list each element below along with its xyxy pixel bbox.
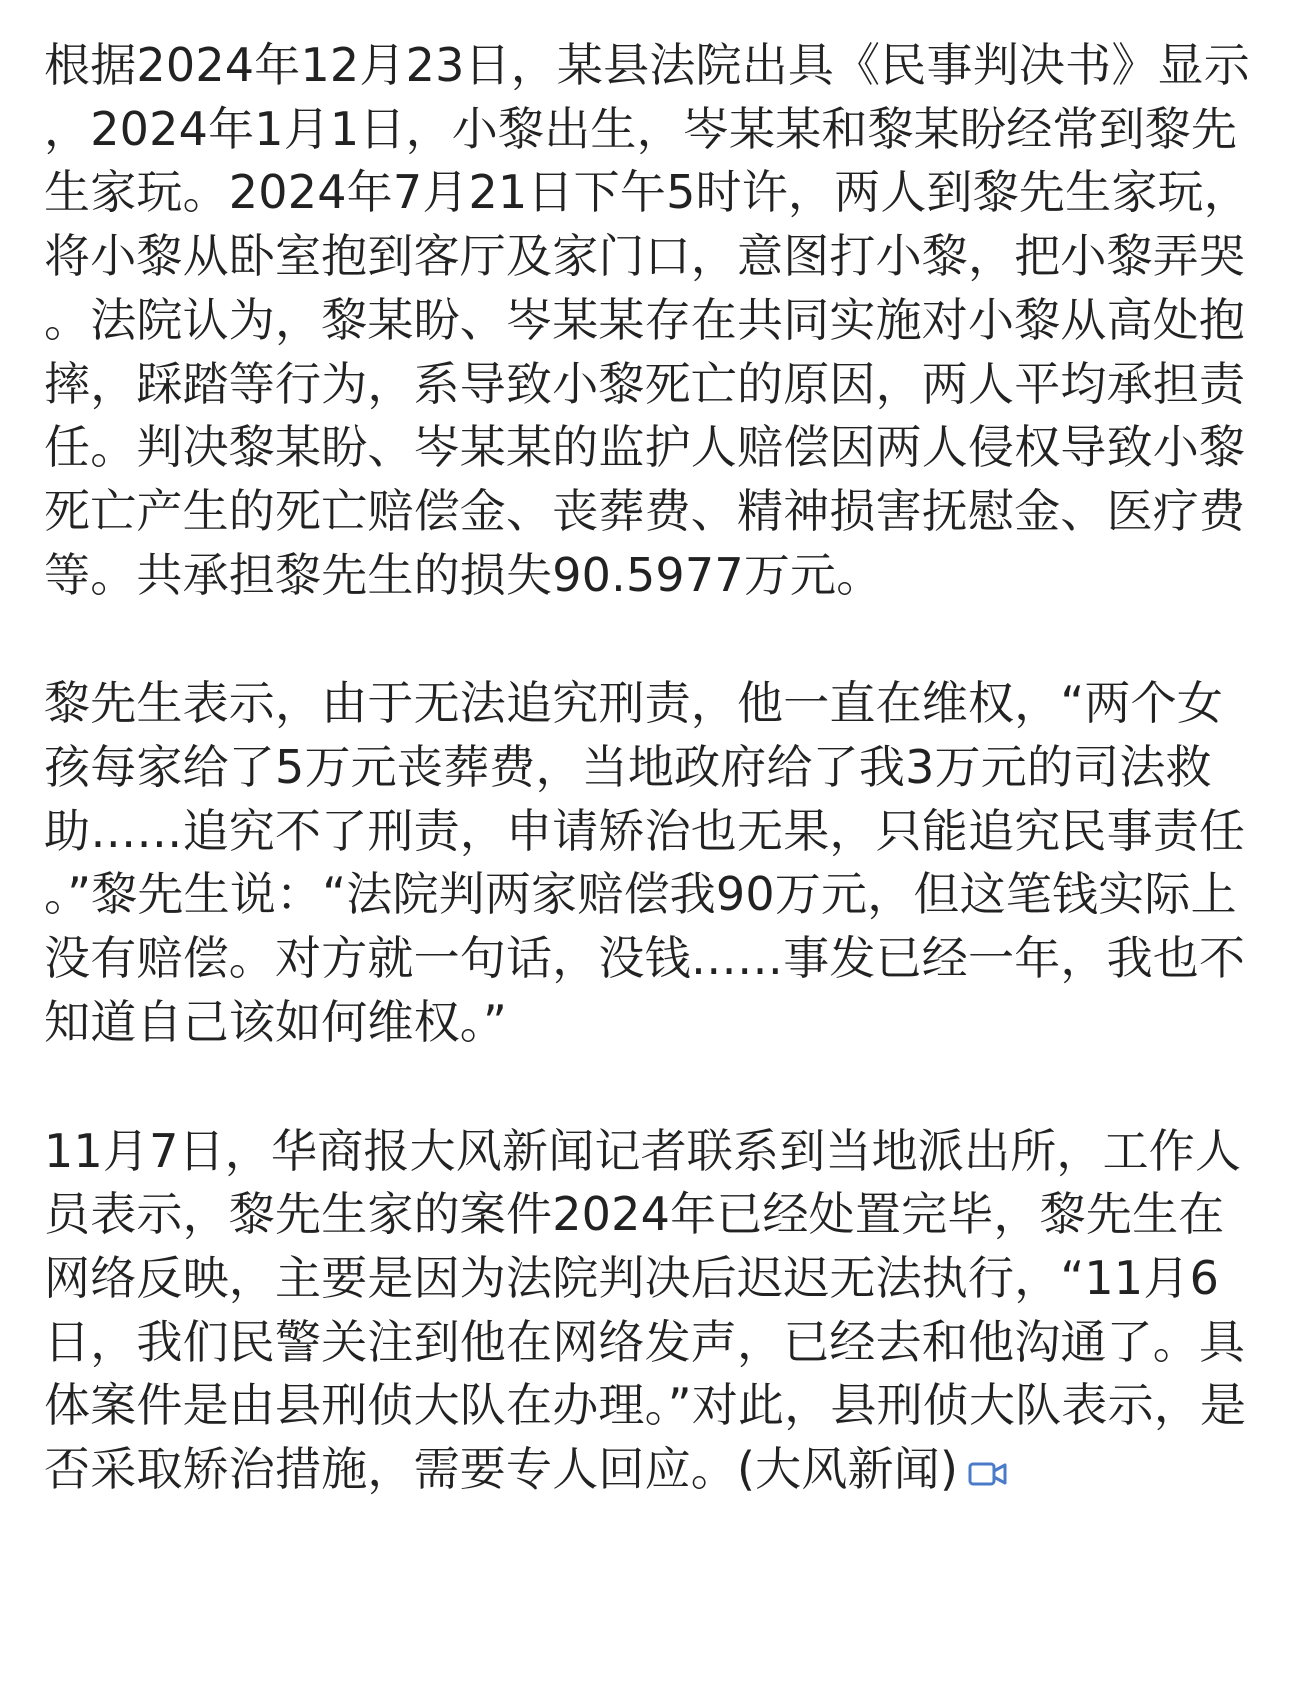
paragraph-judgment: 根据2024年12月23日，某县法院出具《民事判决书》显示，2024年1月1日，小黎出生，岑某某和黎某盼经常到黎先生家玩。2024年7月21日下午5时许，两人到黎先生家玩，将小黎从卧室抱到客厅及家门口，意图打小黎，把小黎弄哭。法院认为，黎某盼、岑某某存在共同实施对小黎从高处抱摔，踩踏等行为，系导致小黎死亡的原因，两人平均承担责任。判决黎某盼、岑某某的监护人赔偿因两人侵权导致小黎死亡产生的死亡赔偿金、丧葬费、精神损害抚慰金、医疗费等。共承担黎先生的损失90.5977万元。 [44,38,1250,602]
paragraph-police-response-text: 11月7日，华商报大风新闻记者联系到当地派出所，工作人员表示，黎先生家的案件2024年已经处置完毕，黎先生在网络反映，主要是因为法院判决后迟迟无法执行，“11月6日，我们民警关注到他在网络发声，已经去和他沟通了。具体案件是由县刑侦大队在办理。”对此，县刑侦大队表示，是否采取矫治措施，需要专人回应。(大风新闻) [44,1123,1247,1497]
article-body [44,34,1256,1502]
video-camera-icon[interactable] [968,1459,1008,1489]
paragraph-police-response [44,1120,1256,1502]
paragraph-father-statement: 黎先生表示，由于无法追究刑责，他一直在维权，“两个女孩每家给了5万元丧葬费，当地政府给了我3万元的司法救助……追究不了刑责，申请矫治也无果，只能追究民事责任。”黎先生说：“法院判两家赔偿我90万元，但这笔钱实际上没有赔偿。对方就一句话，没钱……事发已经一年，我也不知道自己该如何维权。” [44,676,1246,1049]
